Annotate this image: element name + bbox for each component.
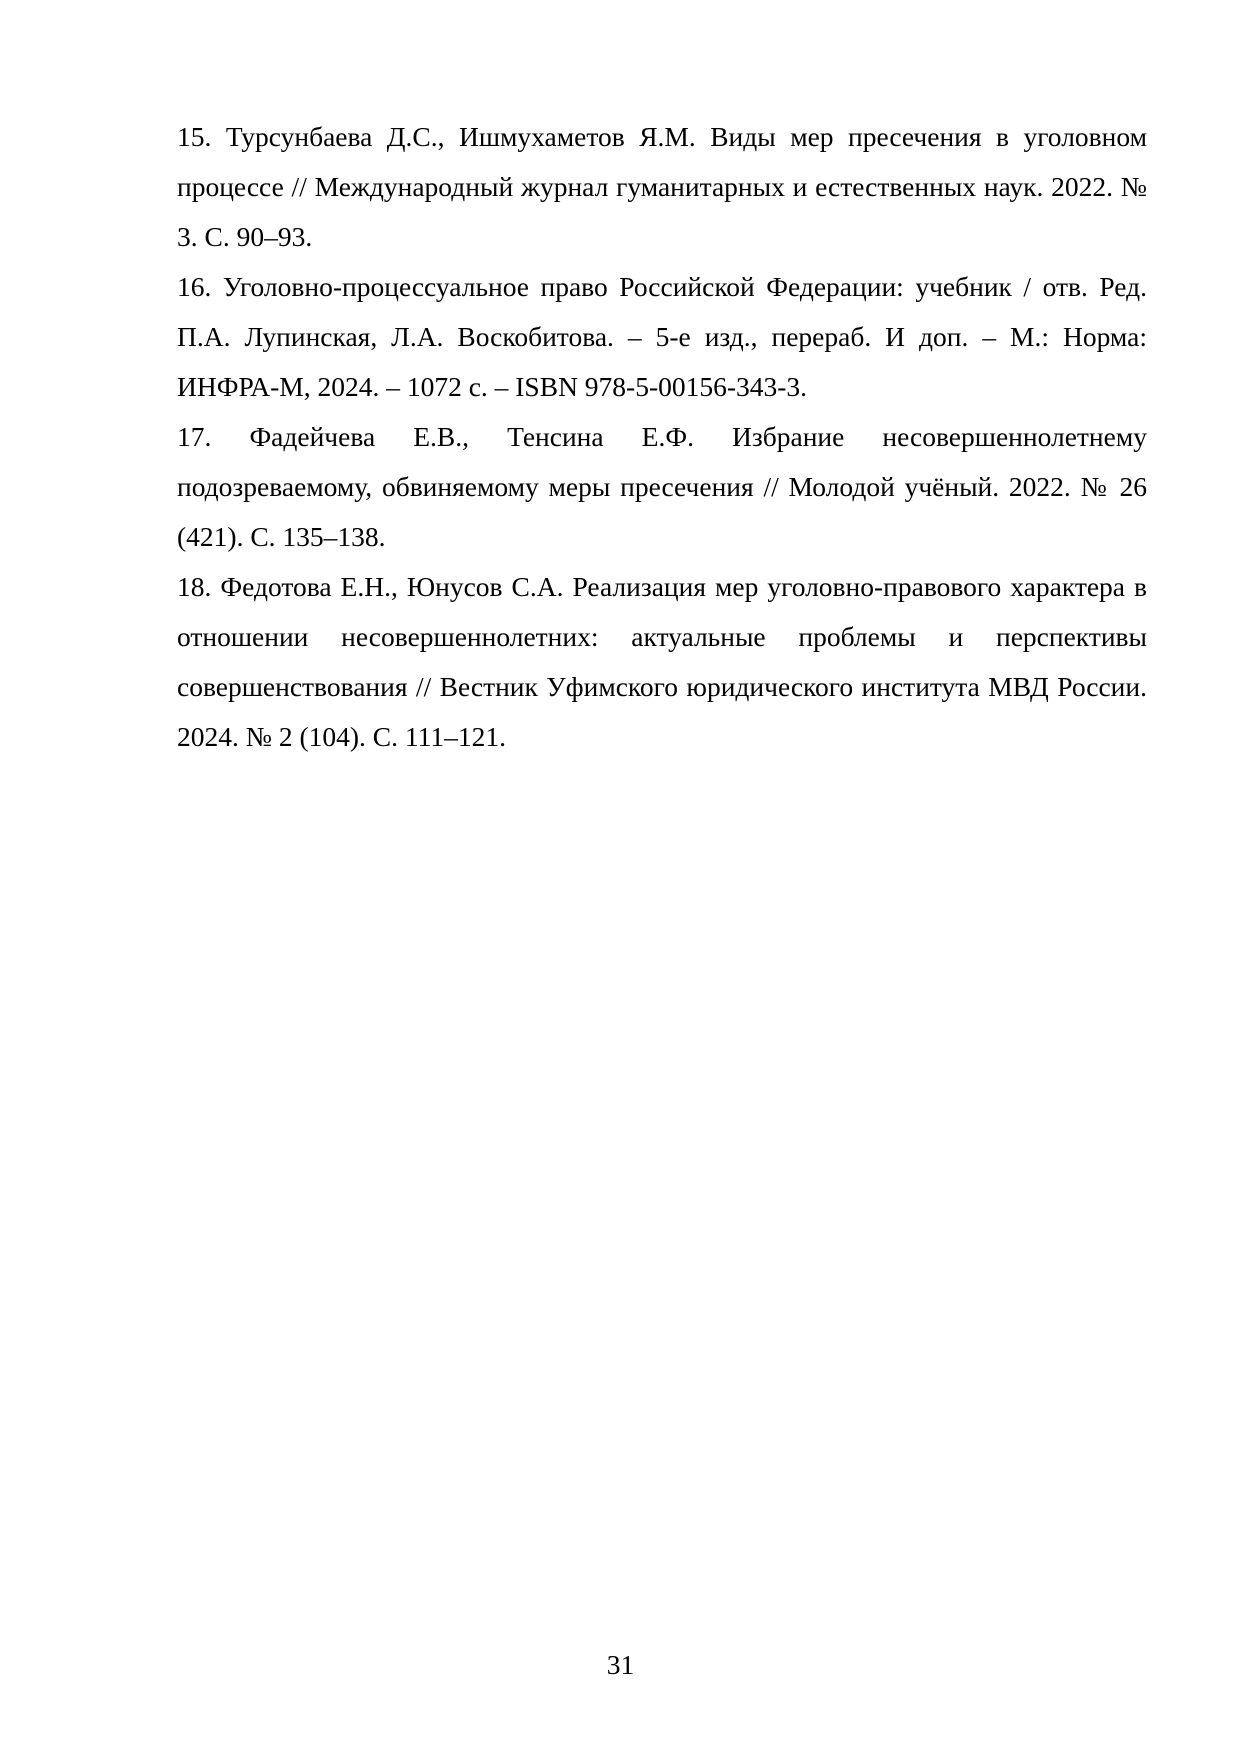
reference-item-16: 16. Уголовно-процессуальное право Российской Федерации: учебник / отв. Ред. П.А. Лупинская, Л.А. Воскобитова. – 5-е изд., перераб. И доп. – М.: Норма: ИНФРА-М, 2024. – 1072 с. – ISBN 978-5-00156-343-3. xyxy=(177,271,1147,402)
reference-item-17: 17. Фадейчева Е.В., Тенсина Е.Ф. Избрание несовершеннолетнему подозреваемому, обвиняемому меры пресечения // Молодой учёный. 2022. № 26 (421). С. 135–138. xyxy=(177,421,1147,552)
reference-list xyxy=(177,112,1147,762)
page-number: 31 xyxy=(606,1649,635,1680)
reference-item-18: 18. Федотова Е.Н., Юнусов С.А. Реализация мер уголовно-правового характера в отношении несовершеннолетних: актуальные проблемы и перспективы совершенствования // Вестник Уфимского юридического института МВД России. 2024. № 2 (104). С. 111–121. xyxy=(177,571,1147,752)
reference-item-15: 15. Турсунбаева Д.С., Ишмухаметов Я.М. Виды мер пресечения в уголовном процессе // Международный журнал гуманитарных и естественных наук. 2022. № 3. С. 90–93. xyxy=(177,121,1147,252)
